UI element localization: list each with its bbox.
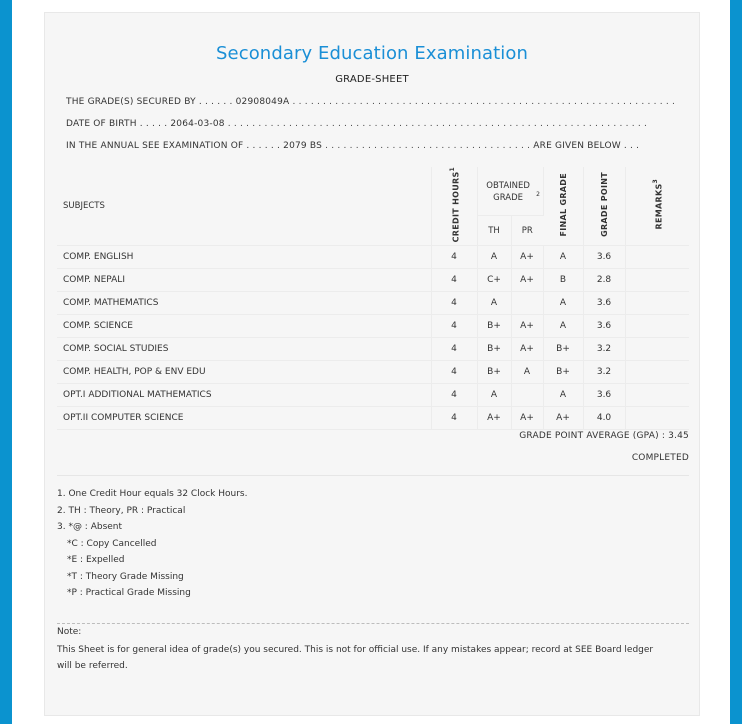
pr-grade-cell: A+ bbox=[511, 269, 543, 292]
table-row bbox=[57, 407, 689, 430]
pr-grade-cell: A+ bbox=[511, 407, 543, 430]
final-grade-cell: A+ bbox=[543, 407, 583, 430]
obtained-grade-header bbox=[477, 167, 543, 216]
th-grade-cell: A bbox=[477, 384, 511, 407]
subjects-header: SUBJECTS bbox=[57, 167, 431, 246]
grade-point-cell: 3.6 bbox=[583, 292, 625, 315]
note-label: Note: bbox=[57, 627, 82, 637]
pr-header: PR bbox=[511, 216, 543, 246]
table-row bbox=[57, 384, 689, 407]
dob-line bbox=[66, 119, 678, 129]
pr-grade-cell: A+ bbox=[511, 315, 543, 338]
final-grade-header bbox=[543, 167, 583, 246]
th-grade-cell: C+ bbox=[477, 269, 511, 292]
dotted-leader: . . . . . . . . . . . . . . . . . . . . . . . . . . . . . . . . . . bbox=[325, 141, 531, 151]
subject-cell: COMP. SOCIAL STUDIES bbox=[57, 338, 431, 361]
subject-cell: COMP. NEPALI bbox=[57, 269, 431, 292]
footnote-item: *T : Theory Grade Missing bbox=[67, 572, 184, 582]
final-grade-cell: B+ bbox=[543, 361, 583, 384]
dotted-leader: . . . . . . . . . . . . . . . . . . . . . . . . . . . . . . . . . . . . . . . . . . . . . . . . . . . . . . . . . . . . . . . . . . . . . bbox=[227, 119, 648, 129]
pr-grade-cell bbox=[511, 292, 543, 315]
obtained-footnote-mark: 2 bbox=[536, 191, 540, 199]
table-row bbox=[57, 361, 689, 384]
remarks-cell bbox=[625, 315, 689, 338]
disclaimer-text: This Sheet is for general idea of grade(s) you secured. This is not for official use. If any mistakes appear; record at SEE Board ledger will be referred. bbox=[57, 645, 654, 671]
grade-point-cell: 3.2 bbox=[583, 338, 625, 361]
sheet-subtitle: GRADE-SHEET bbox=[335, 74, 409, 85]
th-header: TH bbox=[477, 216, 511, 246]
pr-grade-cell: A+ bbox=[511, 246, 543, 269]
remarks-cell bbox=[625, 246, 689, 269]
table-row bbox=[57, 246, 689, 269]
th-grade-cell: B+ bbox=[477, 361, 511, 384]
secured-by-label: THE GRADE(S) SECURED BY . . . . . . bbox=[66, 97, 233, 107]
subject-cell: COMP. HEALTH, POP & ENV EDU bbox=[57, 361, 431, 384]
grade-point-cell: 3.6 bbox=[583, 384, 625, 407]
grade-point-cell: 3.6 bbox=[583, 315, 625, 338]
credit-cell: 4 bbox=[431, 407, 477, 430]
subject-cell: COMP. ENGLISH bbox=[57, 246, 431, 269]
credit-hours-label: CREDIT HOURS bbox=[451, 171, 461, 243]
exam-title: Secondary Education Examination bbox=[216, 43, 528, 64]
symbol-number: 02908049A bbox=[235, 97, 290, 107]
remarks-cell bbox=[625, 384, 689, 407]
secured-by-line bbox=[66, 97, 678, 107]
footnote-item: 3. *@ : Absent bbox=[57, 522, 123, 532]
subject-cell: COMP. MATHEMATICS bbox=[57, 292, 431, 315]
gpa-summary: GRADE POINT AVERAGE (GPA) : 3.45 bbox=[519, 431, 689, 441]
subject-cell: OPT.II COMPUTER SCIENCE bbox=[57, 407, 431, 430]
subject-cell: COMP. SCIENCE bbox=[57, 315, 431, 338]
final-grade-cell: A bbox=[543, 292, 583, 315]
table-row bbox=[57, 315, 689, 338]
dob-label: DATE OF BIRTH . . . . . bbox=[66, 119, 168, 129]
grade-sheet-card bbox=[44, 12, 700, 716]
credit-cell: 4 bbox=[431, 338, 477, 361]
grade-point-cell: 4.0 bbox=[583, 407, 625, 430]
footnote-item: *P : Practical Grade Missing bbox=[67, 588, 191, 598]
final-grade-cell: A bbox=[543, 315, 583, 338]
remarks-cell bbox=[625, 361, 689, 384]
footnote-item: 1. One Credit Hour equals 32 Clock Hours. bbox=[57, 489, 248, 499]
final-grade-cell: A bbox=[543, 246, 583, 269]
grade-point-header bbox=[583, 167, 625, 246]
credit-cell: 4 bbox=[431, 384, 477, 407]
remarks-header bbox=[625, 167, 689, 246]
subject-cell: OPT.I ADDITIONAL MATHEMATICS bbox=[57, 384, 431, 407]
pr-grade-cell bbox=[511, 384, 543, 407]
remarks-cell bbox=[625, 292, 689, 315]
footnote-item: 2. TH : Theory, PR : Practical bbox=[57, 506, 186, 516]
exam-year: 2079 BS bbox=[283, 141, 323, 151]
exam-label: IN THE ANNUAL SEE EXAMINATION OF . . . . . . bbox=[66, 141, 281, 151]
remarks-cell bbox=[625, 269, 689, 292]
grade-point-cell: 3.6 bbox=[583, 246, 625, 269]
footnote-item: *C : Copy Cancelled bbox=[67, 539, 157, 549]
th-grade-cell: A bbox=[477, 292, 511, 315]
credit-cell: 4 bbox=[431, 292, 477, 315]
table-row bbox=[57, 292, 689, 315]
table-row bbox=[57, 338, 689, 361]
th-grade-cell: A bbox=[477, 246, 511, 269]
credit-footnote-mark: 1 bbox=[448, 167, 456, 172]
final-grade-label: FINAL GRADE bbox=[558, 172, 568, 237]
table-row bbox=[57, 269, 689, 292]
th-grade-cell: B+ bbox=[477, 315, 511, 338]
footnotes bbox=[57, 475, 689, 623]
grade-point-cell: 3.2 bbox=[583, 361, 625, 384]
dashed-divider bbox=[57, 623, 689, 624]
th-grade-cell: A+ bbox=[477, 407, 511, 430]
dob-value: 2064-03-08 bbox=[170, 119, 225, 129]
credit-cell: 4 bbox=[431, 315, 477, 338]
remarks-footnote-mark: 3 bbox=[651, 179, 659, 184]
remarks-cell bbox=[625, 407, 689, 430]
final-grade-cell: A bbox=[543, 384, 583, 407]
credit-hours-header bbox=[431, 167, 477, 246]
th-grade-cell: B+ bbox=[477, 338, 511, 361]
exam-line bbox=[66, 141, 678, 151]
grade-point-label: GRADE POINT bbox=[599, 172, 609, 238]
credit-cell: 4 bbox=[431, 246, 477, 269]
final-grade-cell: B+ bbox=[543, 338, 583, 361]
credit-cell: 4 bbox=[431, 269, 477, 292]
given-below-label: ARE GIVEN BELOW . . . bbox=[533, 141, 640, 151]
remarks-label: REMARKS bbox=[654, 183, 664, 230]
grades-table bbox=[57, 167, 689, 430]
obtained-grade-label: OBTAINED GRADE bbox=[486, 181, 530, 204]
final-grade-cell: B bbox=[543, 269, 583, 292]
dotted-leader: . . . . . . . . . . . . . . . . . . . . . . . . . . . . . . . . . . . . . . . . . . . . . . . . . . . . . . . . . . . . . . . bbox=[292, 97, 676, 107]
grade-point-cell: 2.8 bbox=[583, 269, 625, 292]
remarks-cell bbox=[625, 338, 689, 361]
pr-grade-cell: A+ bbox=[511, 338, 543, 361]
credit-cell: 4 bbox=[431, 361, 477, 384]
pr-grade-cell: A bbox=[511, 361, 543, 384]
result-status: COMPLETED bbox=[631, 453, 689, 463]
footnote-item: *E : Expelled bbox=[67, 555, 125, 565]
